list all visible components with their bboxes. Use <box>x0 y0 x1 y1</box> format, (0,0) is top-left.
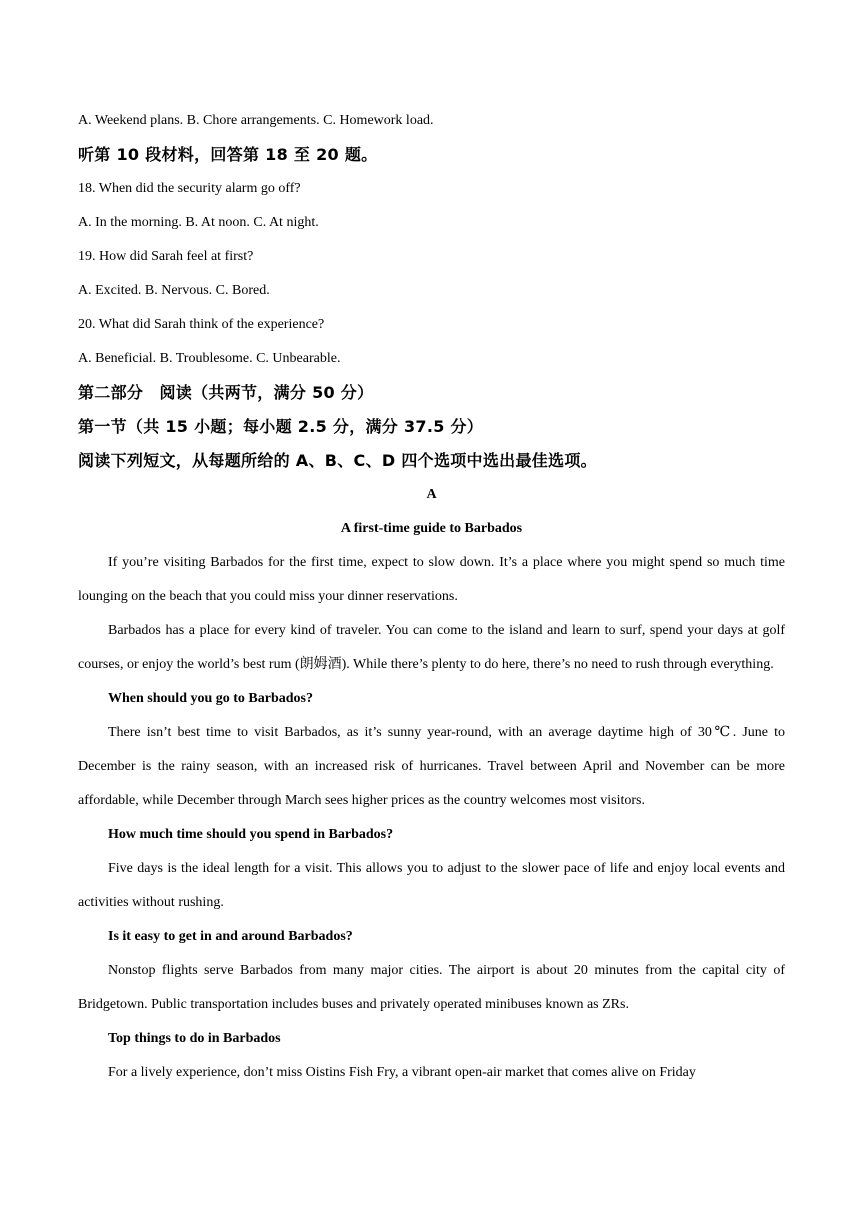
reading-instruction: 阅读下列短文，从每题所给的 A、B、C、D 四个选项中选出最佳选项。 <box>78 451 597 470</box>
paragraph-intro: If you’re visiting Barbados for the first time, expect to slow down. It’s a place where you might spend so much time lounging on the beach that you could miss your dinner reservations. <box>78 555 785 604</box>
q19-options: A. Excited. B. Nervous. C. Bored. <box>78 283 270 298</box>
paragraph-how-much: Five days is the ideal length for a visit. This allows you to adjust to the slower pace of life and enjoy local events and activities without rushing. <box>78 861 785 910</box>
subheading-things-to-do: Top things to do in Barbados <box>108 1031 281 1046</box>
subheading-getting-around: Is it easy to get in and around Barbados? <box>108 929 353 944</box>
q18-options: A. In the morning. B. At noon. C. At night. <box>78 215 319 230</box>
section-instruction-10: 听第 10 段材料，回答第 18 至 20 题。 <box>78 145 378 164</box>
document-page <box>78 104 785 1090</box>
subheading-how-much: How much time should you spend in Barbados? <box>108 827 394 842</box>
q19-question: 19. How did Sarah feel at first? <box>78 249 254 264</box>
paragraph-traveler: Barbados has a place for every kind of traveler. You can come to the island and learn to surf, spend your days at golf courses, or enjoy the world’s best rum (朗姆酒). While there’s plenty to do here, there’s no need to rush through everything. <box>78 623 785 672</box>
paragraph-things-to-do: For a lively experience, don’t miss Oistins Fish Fry, a vibrant open-air market that comes alive on Friday <box>108 1065 696 1080</box>
paragraph-when: There isn’t best time to visit Barbados, as it’s sunny year-round, with an average daytime high of 30℃. June to December is the rainy season, with an increased risk of hurricanes. Travel between April and November can be more affordable, while December through March sees higher prices as the country welcomes most visitors. <box>78 725 785 808</box>
subheading-when: When should you go to Barbados? <box>108 691 314 706</box>
q18-question: 18. When did the security alarm go off? <box>78 181 301 196</box>
q20-question: 20. What did Sarah think of the experience? <box>78 317 325 332</box>
q17-options: A. Weekend plans. B. Chore arrangements. C. Homework load. <box>78 113 434 128</box>
passage-letter: A <box>426 487 437 502</box>
section-one-heading: 第一节（共 15 小题；每小题 2.5 分，满分 37.5 分） <box>78 417 484 436</box>
passage-title: A first-time guide to Barbados <box>340 521 523 536</box>
paragraph-getting-around: Nonstop flights serve Barbados from many major cities. The airport is about 20 minutes from the capital city of Bridgetown. Public transportation includes buses and privately operated minibuses known as ZRs. <box>78 963 785 1012</box>
part-two-heading: 第二部分 阅读（共两节，满分 50 分） <box>78 383 374 402</box>
q20-options: A. Beneficial. B. Troublesome. C. Unbearable. <box>78 351 341 366</box>
